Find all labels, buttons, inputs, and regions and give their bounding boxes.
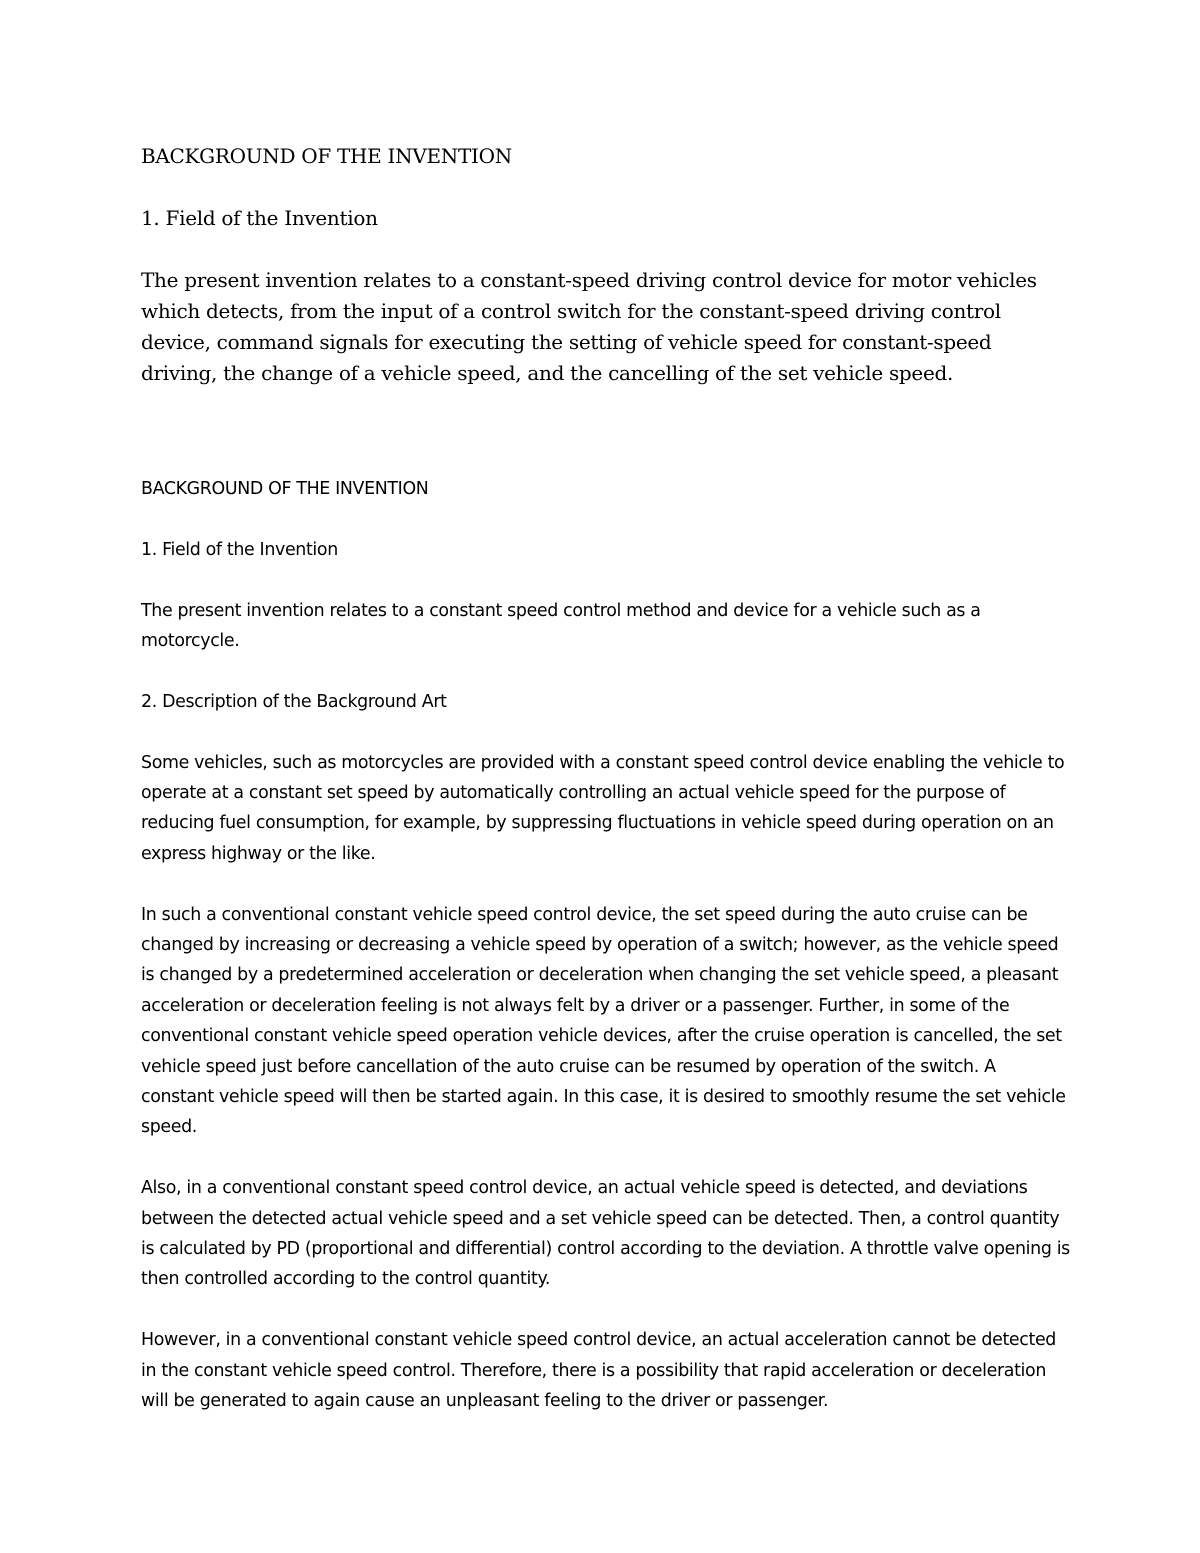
heading: BACKGROUND OF THE INVENTION — [141, 479, 429, 499]
second-excerpt — [141, 474, 1071, 1416]
paragraph: The present invention relates to a constant-speed driving control device for motor vehicles which detects, from the input of a control switch for the constant-speed driving control device, command signals for executing the setting of vehicle speed for constant-speed driving, the change of a vehicle speed, and the cancelling of the set vehicle speed. — [141, 268, 1037, 385]
section-heading: 1. Field of the Invention — [141, 206, 378, 230]
section-heading: 2. Description of the Background Art — [141, 691, 447, 712]
heading: BACKGROUND OF THE INVENTION — [141, 144, 512, 168]
paragraph: However, in a conventional constant vehicle speed control device, an actual acceleration cannot be detected in the constant vehicle speed control. Therefore, there is a possibility that rapid acceleration or deceleration will be generated to again cause an unpleasant feeling to the driver or passenger. — [141, 1330, 1056, 1412]
paragraph: In such a conventional constant vehicle speed control device, the set speed during the auto cruise can be changed by increasing or decreasing a vehicle speed by operation of a switch; however, as the vehicle speed is changed by a predetermined acceleration or deceleration when changing the set vehicle speed, a pleasant acceleration or deceleration feeling is not always felt by a driver or a passenger. Further, in some of the conventional constant vehicle speed operation vehicle devices, after the cruise operation is cancelled, the set vehicle speed just before cancellation of the auto cruise can be resumed by operation of the switch. A constant vehicle speed will then be started again. In this case, it is desired to smoothly resume the set vehicle speed. — [141, 904, 1066, 1138]
section-heading: 1. Field of the Invention — [141, 539, 338, 560]
paragraph: The present invention relates to a constant speed control method and device for a vehicle such as a motorcycle. — [141, 600, 981, 651]
paragraph: Some vehicles, such as motorcycles are provided with a constant speed control device enabling the vehicle to operate at a constant set speed by automatically controlling an actual vehicle speed for the purpose of reducing fuel consumption, for example, by suppressing fluctuations in vehicle speed during operation on an express highway or the like. — [141, 752, 1065, 864]
paragraph: Also, in a conventional constant speed control device, an actual vehicle speed is detected, and deviations between the detected actual vehicle speed and a set vehicle speed can be detected. Then, a control quantity is calculated by PD (proportional and differential) control according to the deviation. A throttle valve opening is then controlled according to the control quantity. — [141, 1178, 1070, 1290]
first-excerpt — [141, 141, 1071, 389]
